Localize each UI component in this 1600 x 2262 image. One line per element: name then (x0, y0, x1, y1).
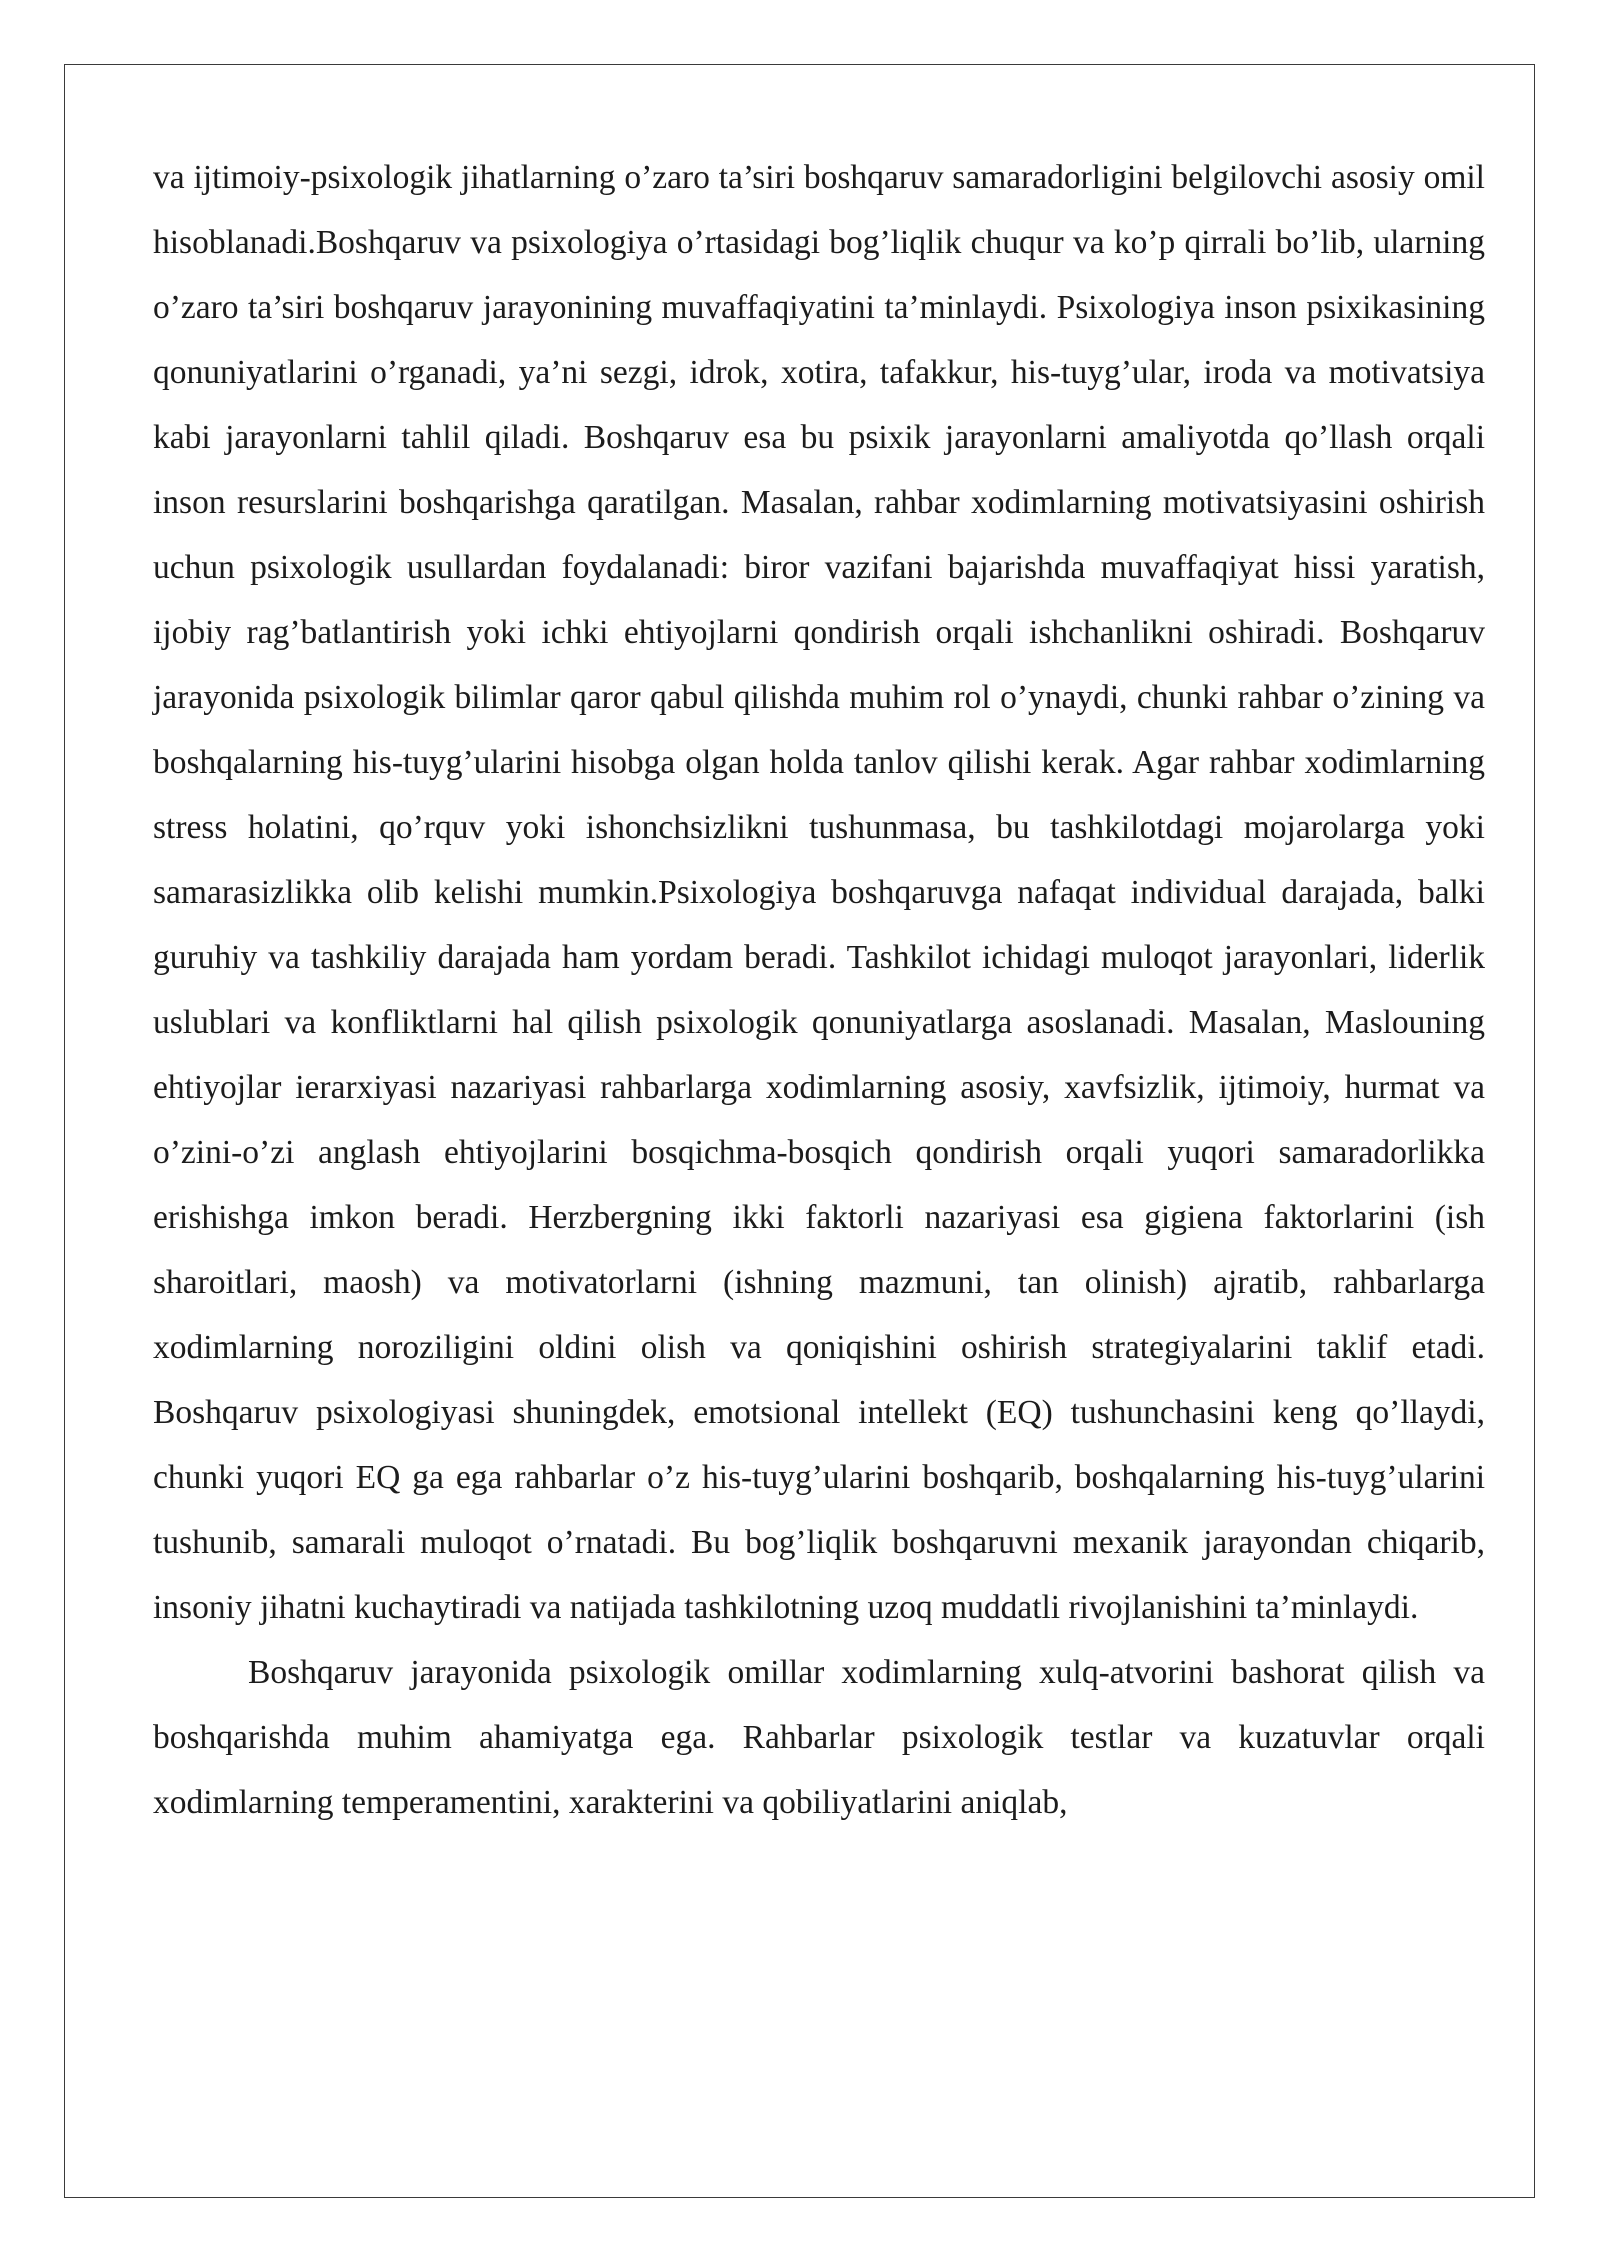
paragraph-1: va ijtimoiy-psixologik jihatlarning o’zaro ta’siri boshqaruv samaradorligini belgilovchi asosiy omil hisoblanadi.Boshqaruv va psixologiya o’rtasidagi bog’liqlik chuqur va ko’p qirrali bo’lib, ularning o’zaro ta’siri boshqaruv jarayonining muvaffaqiyatini ta’minlaydi. Psixologiya inson psixikasining qonuniyatlarini o’rganadi, ya’ni sezgi, idrok, xotira, tafakkur, his-tuyg’ular, iroda va motivatsiya kabi jarayonlarni tahlil qiladi. Boshqaruv esa bu psixik jarayonlarni amaliyotda qo’llash orqali inson resurslarini boshqarishga qaratilgan. Masalan, rahbar xodimlarning motivatsiyasini oshirish uchun psixologik usullardan foydalanadi: biror vazifani bajarishda muvaffaqiyat hissi yaratish, ijobiy rag’batlantirish yoki ichki ehtiyojlarni qondirish orqali ishchanlikni oshiradi. Boshqaruv jarayonida psixologik bilimlar qaror qabul qilishda muhim rol o’ynaydi, chunki rahbar o’zining va boshqalarning his-tuyg’ularini hisobga olgan holda tanlov qilishi kerak. Agar rahbar xodimlarning stress holatini, qo’rquv yoki ishonchsizlikni tushunmasa, bu tashkilotdagi mojarolarga yoki samarasizlikka olib kelishi mumkin.Psixologiya boshqaruvga nafaqat individual darajada, balki guruhiy va tashkiliy darajada ham yordam beradi. Tashkilot ichidagi muloqot jarayonlari, liderlik uslublari va konfliktlarni hal qilish psixologik qonuniyatlarga asoslanadi. Masalan, Maslouning ehtiyojlar ierarxiyasi nazariyasi rahbarlarga xodimlarning asosiy, xavfsizlik, ijtimoiy, hurmat va o’zini-o’zi anglash ehtiyojlarini bosqichma-bosqich qondirish orqali yuqori samaradorlikka erishishga imkon beradi. Herzbergning ikki faktorli nazariyasi esa gigiena faktorlarini (ish sharoitlari, maosh) va motivatorlarni (ishning mazmuni, tan olinish) ajratib, rahbarlarga xodimlarning noroziligini oldini olish va qoniqishini oshirish strategiyalarini taklif etadi. Boshqaruv psixologiyasi shuningdek, emotsional intellekt (EQ) tushunchasini keng qo’llaydi, chunki yuqori EQ ga ega rahbarlar o’z his-tuyg’ularini boshqarib, boshqalarning his-tuyg’ularini tushunib, samarali muloqot o’rnatadi. Bu bog’liqlik boshqaruvni mexanik jarayondan chiqarib, insoniy jihatni kuchaytiradi va natijada tashkilotning uzoq muddatli rivojlanishini ta’minlaydi. (153, 159, 1485, 1626)
paragraph-2: Boshqaruv jarayonida psixologik omillar xodimlarning xulq-atvorini bashorat qilish va boshqarishda muhim ahamiyatga ega. Rahbarlar psixologik testlar va kuzatuvlar orqali xodimlarning temperamentini, xarakterini va qobiliyatlarini aniqlab, (153, 1654, 1485, 1821)
document-body (153, 145, 1485, 1835)
